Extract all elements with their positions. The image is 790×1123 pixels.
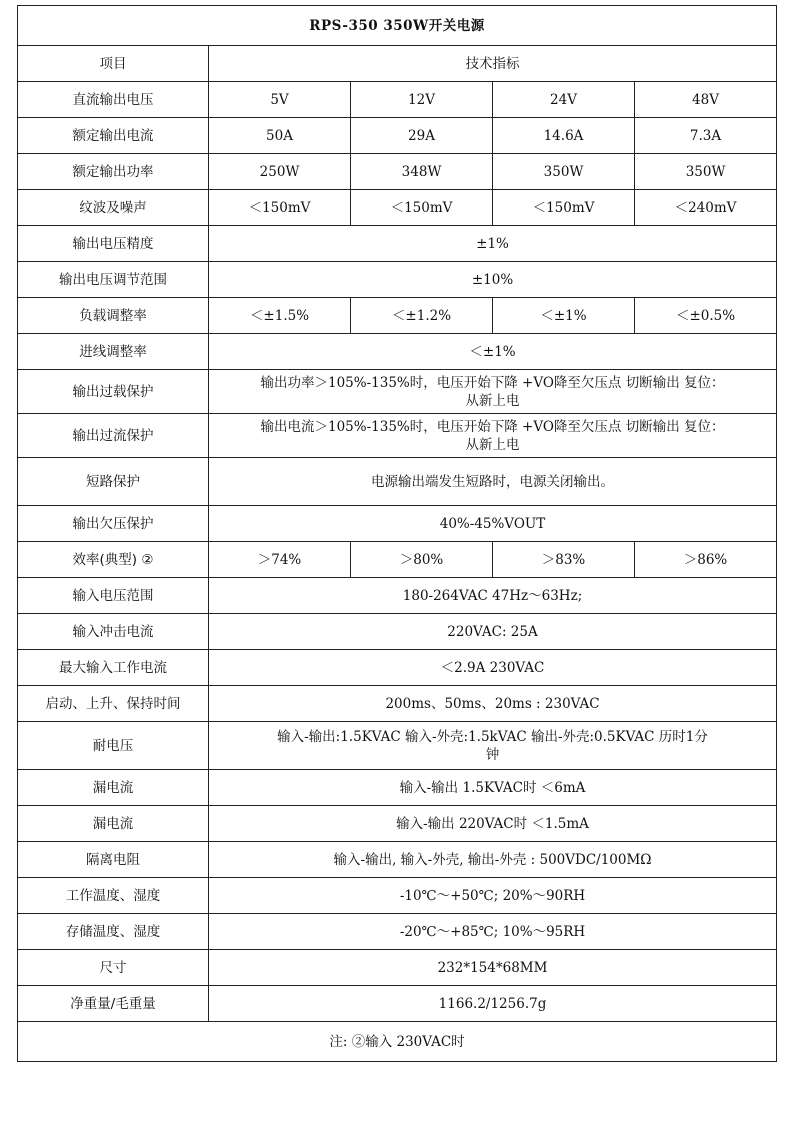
cell-value: ＞86% (635, 542, 777, 578)
row-label: 最大输入工作电流 (18, 650, 209, 686)
row-label: 短路保护 (18, 458, 209, 506)
cell-value: 180-264VAC 47Hz～63Hz; (209, 578, 777, 614)
row-label: 启动、上升、保持时间 (18, 686, 209, 722)
cell-value: 输入-输出 220VAC时 ＜1.5mA (209, 806, 777, 842)
cell-value: 24V (493, 82, 635, 118)
cell-value: ＞80% (351, 542, 493, 578)
cell-value: 输入-输出, 输入-外壳, 输出-外壳 : 500VDC/100MΩ (209, 842, 777, 878)
cell-value: 232*154*68MM (209, 950, 777, 986)
cell-value: 5V (209, 82, 351, 118)
header-item: 项目 (18, 46, 209, 82)
row-label: 尺寸 (18, 950, 209, 986)
cell-value: ＜2.9A 230VAC (209, 650, 777, 686)
header-spec: 技术指标 (209, 46, 777, 82)
row-label: 直流输出电压 (18, 82, 209, 118)
cell-value: 350W (493, 154, 635, 190)
row-label: 输出过载保护 (18, 370, 209, 414)
cell-value: 348W (351, 154, 493, 190)
cell-value: 250W (209, 154, 351, 190)
cell-value: 14.6A (493, 118, 635, 154)
cell-value: 350W (635, 154, 777, 190)
footnote: 注: ②输入 230VAC时 (18, 1022, 777, 1062)
spec-table (17, 5, 777, 1062)
cell-value: 输入-输出 1.5KVAC时 ＜6mA (209, 770, 777, 806)
row-label: 漏电流 (18, 770, 209, 806)
row-label: 负载调整率 (18, 298, 209, 334)
row-label: 额定输出功率 (18, 154, 209, 190)
cell-value: ＜240mV (635, 190, 777, 226)
row-label: 输出电压调节范围 (18, 262, 209, 298)
cell-value: ＜150mV (209, 190, 351, 226)
cell-value: ＜±1.2% (351, 298, 493, 334)
row-label: 额定输出电流 (18, 118, 209, 154)
cell-value: 7.3A (635, 118, 777, 154)
row-label: 进线调整率 (18, 334, 209, 370)
cell-value: 29A (351, 118, 493, 154)
cell-value: 电源输出端发生短路时，电源关闭输出。 (209, 458, 777, 506)
cell-value (209, 414, 777, 458)
line-2: 从新上电 (465, 436, 520, 453)
cell-value: 220VAC: 25A (209, 614, 777, 650)
line-1: 输出功率＞105%-135%时，电压开始下降 +VO降至欠压点 切断输出 复位： (260, 374, 725, 391)
cell-value (209, 722, 777, 770)
row-label: 输入冲击电流 (18, 614, 209, 650)
cell-value: 1166.2/1256.7g (209, 986, 777, 1022)
cell-value: 200ms、50ms、20ms : 230VAC (209, 686, 777, 722)
line-1: 输入-输出:1.5KVAC 输入-外壳:1.5kVAC 输出-外壳:0.5KVAC 历时1分 (277, 728, 708, 745)
line-2: 钟 (485, 746, 500, 763)
cell-value: ＜±1% (493, 298, 635, 334)
cell-value: -20℃～+85℃; 10%～95RH (209, 914, 777, 950)
row-label: 输入电压范围 (18, 578, 209, 614)
row-label: 输出过流保护 (18, 414, 209, 458)
row-label: 隔离电阻 (18, 842, 209, 878)
cell-value: ＜±1.5% (209, 298, 351, 334)
cell-value: 48V (635, 82, 777, 118)
cell-value: ＜±0.5% (635, 298, 777, 334)
cell-value: ＞74% (209, 542, 351, 578)
row-label: 工作温度、湿度 (18, 878, 209, 914)
row-label: 耐电压 (18, 722, 209, 770)
cell-value: ＞83% (493, 542, 635, 578)
row-label: 效率(典型) ② (18, 542, 209, 578)
cell-value: ±10% (209, 262, 777, 298)
cell-value: 12V (351, 82, 493, 118)
line-1: 输出电流＞105%-135%时，电压开始下降 +VO降至欠压点 切断输出 复位： (260, 418, 725, 435)
row-label: 存储温度、湿度 (18, 914, 209, 950)
row-label: 净重量/毛重量 (18, 986, 209, 1022)
cell-value: ＜±1% (209, 334, 777, 370)
row-label: 输出电压精度 (18, 226, 209, 262)
cell-value: ＜150mV (493, 190, 635, 226)
cell-value (209, 370, 777, 414)
row-label: 纹波及噪声 (18, 190, 209, 226)
cell-value: ±1% (209, 226, 777, 262)
cell-value: 40%-45%VOUT (209, 506, 777, 542)
row-label: 漏电流 (18, 806, 209, 842)
cell-value: ＜150mV (351, 190, 493, 226)
row-label: 输出欠压保护 (18, 506, 209, 542)
line-2: 从新上电 (465, 392, 520, 409)
page-title: RPS-350 350W开关电源 (18, 6, 777, 46)
cell-value: -10℃～+50℃; 20%～90RH (209, 878, 777, 914)
cell-value: 50A (209, 118, 351, 154)
